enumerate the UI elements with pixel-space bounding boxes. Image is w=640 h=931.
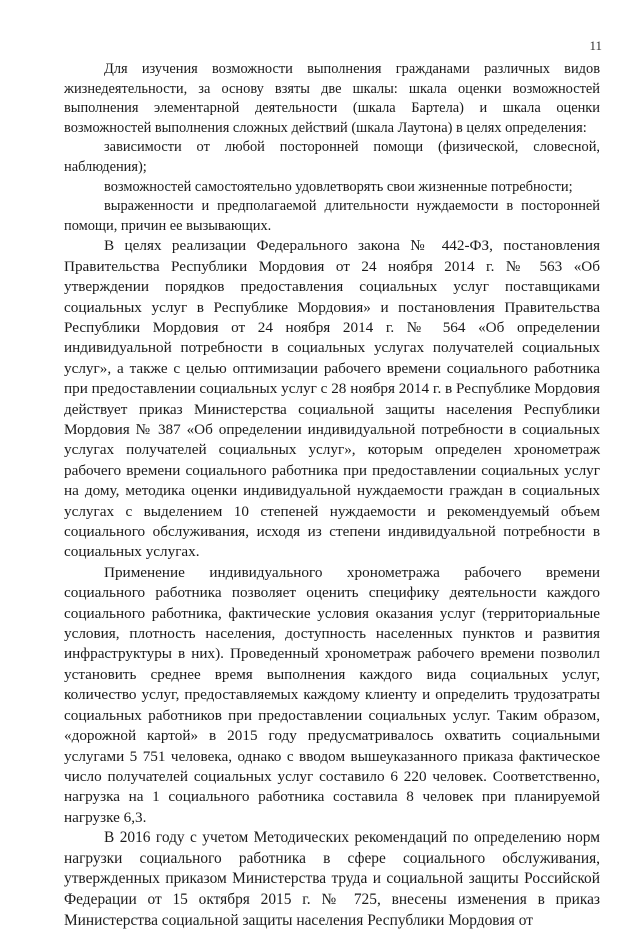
paragraph-federal-law: В целях реализации Федерального закона № 442-ФЗ, постановления Правительства Республики Мордовия от 24 ноября 2014 г. № 563 «Об утверждении порядков предоставления социальных услуг поставщиками социальных услуг в Республике Мордовия» и постановления Правительства Республики Мордовия от 24 ноября 2014 г. № 564 «Об определении индивидуальной потребности в социальных услугах получателей социальных услуг», а также с целью оптимизации рабочего времени социального работника при предоставлении социальных услуг с 28 ноября 2014 г. в Республике Мордовия действует приказ Министерства социальной защиты населения Республики Мордовия № 387 «Об определении индивидуальной потребности в социальных услугах получателей социальных услуг», которым определен хронометраж рабочего времени социального работника при предоставлении социальных услуг на дому, методика оценки индивидуальной нуждаемости граждан в социальных услугах с выделением 10 степеней нуждаемости и рекомендуемый объем социального обслуживания, исходя из степени индивидуальной потребности в социальных услугах. <box>64 237 600 561</box>
paragraph-dependence: зависимости от любой посторонней помощи (физической, словесной, наблюдения); <box>64 139 600 175</box>
page-number: 11 <box>589 38 602 53</box>
paragraph-severity: выраженности и предполагаемой длительности нуждаемости в посторонней помощи, причин ее вызывающих. <box>64 198 600 234</box>
paragraph-scales-intro: Для изучения возможности выполнения гражданами различных видов жизнедеятельности, за основу взяты две шкалы: шкала оценки возможностей выполнения элементарной деятельности (шкала Бартела) и шкала оценки возможностей выполнения сложных действий (шкала Лаутона) в целях определения: <box>64 61 600 136</box>
paragraph-2016: В 2016 году с учетом Методических рекомендаций по определению норм нагрузки социального работника в сфере социального обслуживания, утвержденных приказом Министерства труда и социальной защиты Российской Федерации от 15 октября 2015 г. № 725, внесены изменения в приказ Министерства социальной защиты населения Республики Мордовия от <box>64 829 600 929</box>
paragraph-self-reliance: возможностей самостоятельно удовлетворять свои жизненные потребности; <box>104 178 573 195</box>
paragraph-timekeeping: Применение индивидуального хронометража рабочего времени социального работника позволяет оценить специфику деятельности каждого социального работника, фактические условия оказания услуг (территориальные условия, плотность населения, доступность населенных пунктов и развития инфраструктуры в них). Проведенный хронометраж рабочего времени позволил установить среднее время выполнения каждого вида социальных услуг, количество услуг, предоставляемых каждому клиенту и определить трудозатраты социальных работников при предоставлении социальных услуг. Таким образом, «дорожной картой» в 2015 году предусматривалось охватить социальными услугами 5 751 человека, однако с вводом вышеуказанного приказа фактическое число получателей социальных услуг составило 6 220 человек. Соответственно, нагрузка на 1 социального работника составила 8 человек при планируемой нагрузке 6,3. <box>64 563 600 826</box>
document-body <box>64 60 600 931</box>
